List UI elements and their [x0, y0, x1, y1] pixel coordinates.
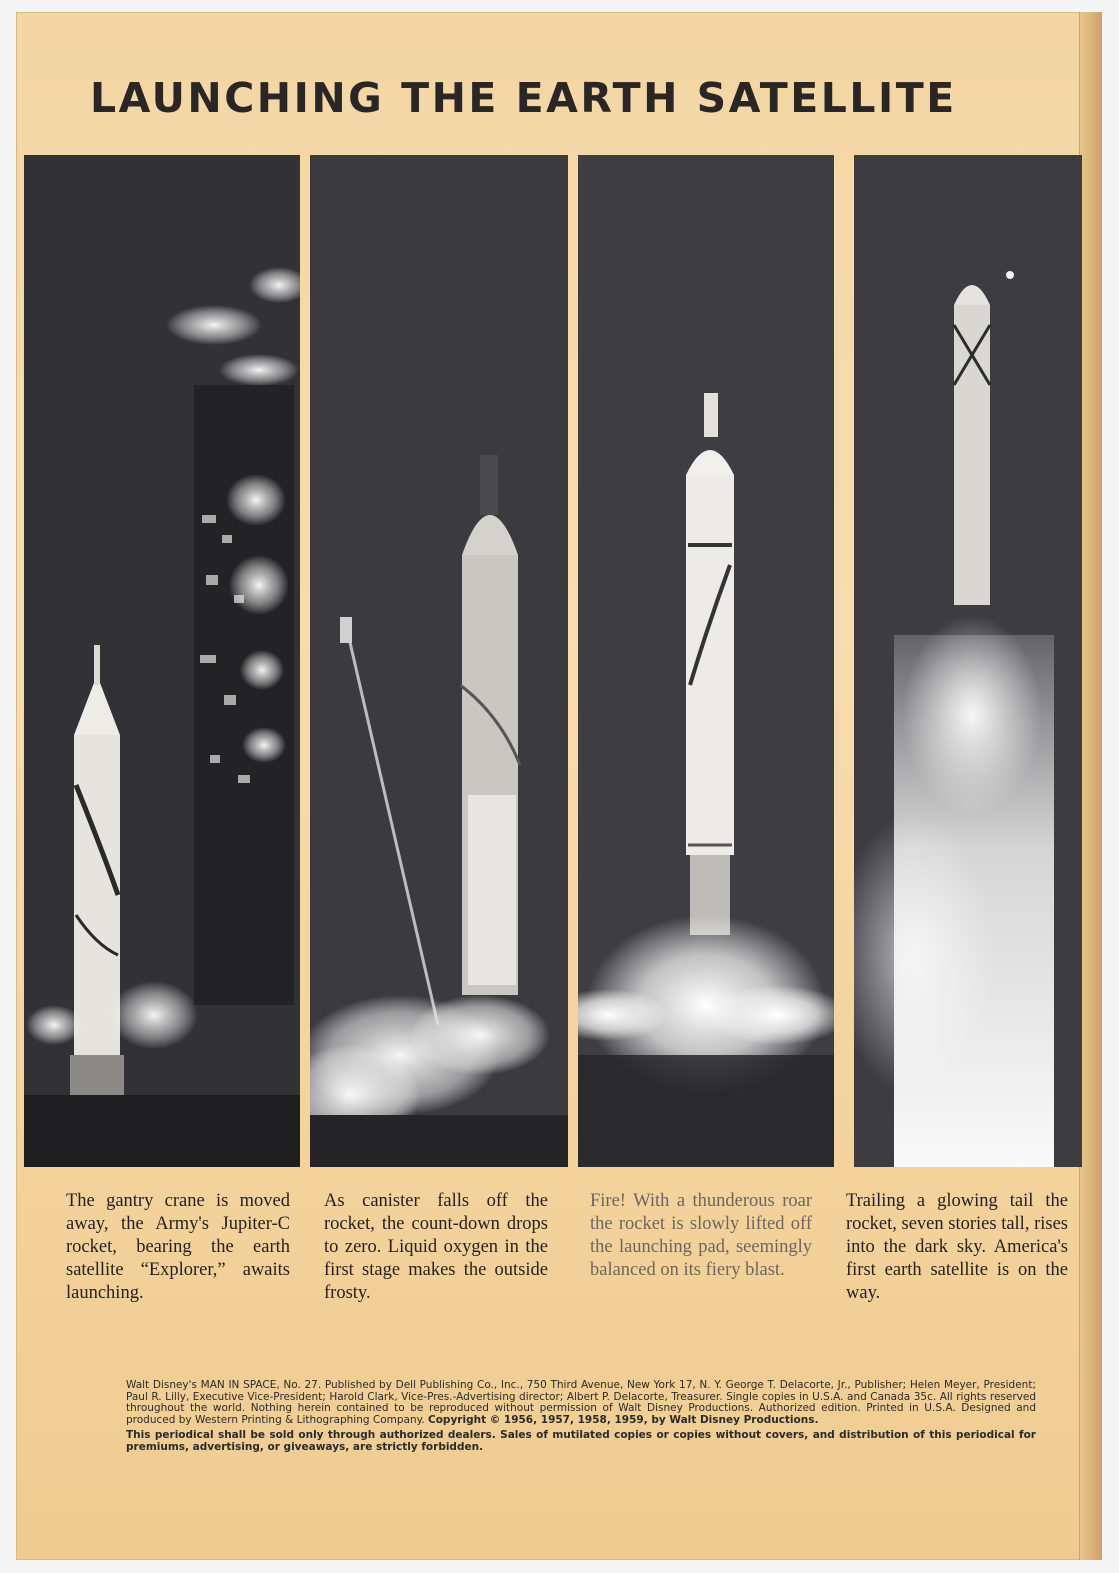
- caption-row: [66, 1190, 1076, 1330]
- page-headline: LAUNCHING THE EARTH SATELLITE: [90, 74, 957, 122]
- copyright-text: Copyright © 1956, 1957, 1958, 1959, by Walt Disney Productions.: [428, 1413, 819, 1426]
- rocket-liftoff-photo: [578, 155, 834, 1167]
- rocket-frosty-canister-falling-photo: [310, 155, 568, 1167]
- caption-gantry: The gantry crane is moved away, the Army's Jupiter-C rocket, bearing the earth satellite “Explorer,” awaits launching.: [66, 1191, 290, 1303]
- caption-countdown: As canister falls off the rocket, the count-down drops to zero. Liquid oxygen in the first stage makes the outside frosty.: [324, 1191, 548, 1303]
- sales-notice: This periodical shall be sold only through authorized dealers. Sales of mutilated copies or copies without covers, and distribution of this periodical for premiums, advertising, or giveaways, are strictly forbidden.: [126, 1429, 1036, 1453]
- photo-strip: [24, 155, 1084, 1175]
- publication-fineprint: [126, 1380, 1036, 1453]
- rocket-rising-trail-photo: [854, 155, 1082, 1167]
- caption-liftoff: Fire! With a thunderous roar the rocket is slowly lifted off the launching pad, seemingly balanced on its fiery blast.: [590, 1191, 812, 1280]
- rocket-on-pad-with-gantry-photo: [24, 155, 300, 1167]
- caption-rising: Trailing a glowing tail the rocket, seven stories tall, rises into the dark sky. America's first earth satellite is on the way.: [846, 1191, 1068, 1303]
- publisher-statement: [126, 1380, 1036, 1426]
- magazine-page: [16, 12, 1102, 1560]
- publisher-text: Walt Disney's MAN IN SPACE, No. 27. Published by Dell Publishing Co., Inc., 750 Third Avenue, New York 17, N. Y. George T. Delacorte, Jr., Publisher; Helen Meyer, President; Paul R. Lilly, Executive Vice-President; Harold Clark, Vice-Pres.-Advertising director; Albert P. Delacorte, Treasurer. Single copies in U.S.A. and Canada 35c. All rights reserved throughout the world. Nothing herein contained to be reproduced without permission of Walt Disney Productions. Authorized edition. Printed in U.S.A. Designed and produced by Western Printing & Lithographing Company.: [126, 1379, 1036, 1426]
